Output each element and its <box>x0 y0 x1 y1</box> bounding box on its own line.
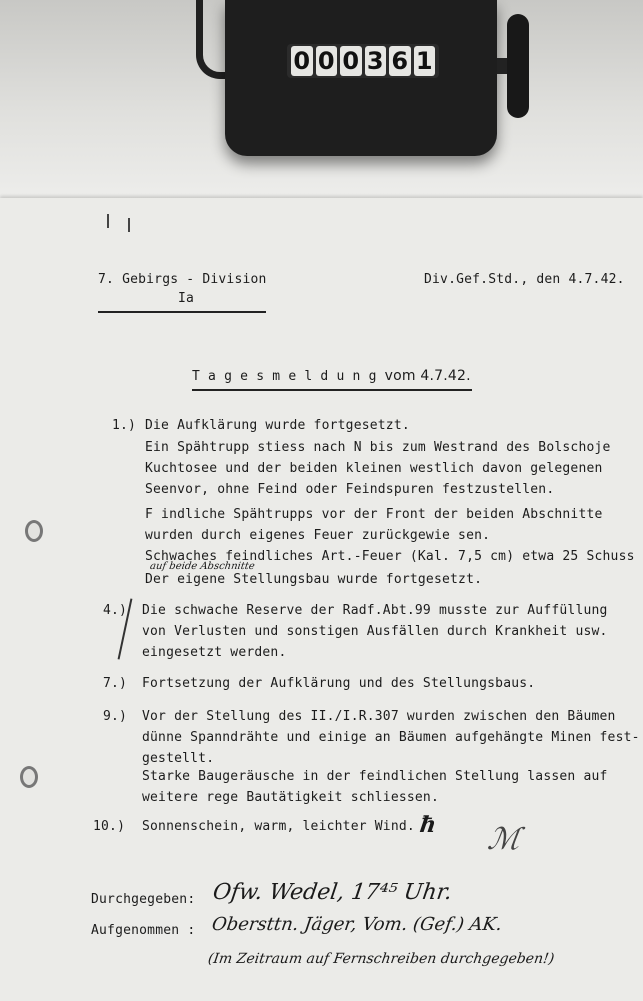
page-counter-device <box>225 0 497 156</box>
counter-digit: 6 <box>389 46 411 76</box>
sent-value: Ofw. Wedel, 17⁴⁵ Uhr. <box>211 880 454 905</box>
report-title-date: vom 4.7.42. <box>384 368 471 384</box>
item-line: gestellt. <box>142 751 215 766</box>
item-line: Fortsetzung der Aufklärung und des Stellungsbaus. <box>142 676 536 691</box>
handwritten-initial: ħ <box>418 812 438 838</box>
item-number: 10.) <box>93 819 126 834</box>
punch-hole <box>20 766 38 788</box>
counter-digit: 0 <box>316 46 338 76</box>
item-number: 4.) <box>103 603 128 618</box>
section-code: Ia <box>178 291 195 306</box>
counter-display <box>287 44 439 78</box>
counter-digit: 0 <box>291 46 313 76</box>
item-line: weitere rege Bautätigkeit schliessen. <box>142 790 439 805</box>
item-line: wurden durch eigenes Feuer zurückgewie sen. <box>145 528 491 543</box>
report-title-spaced: T a g e s m e l d u n g <box>192 369 377 384</box>
item-line: F indliche Spähtrupps vor der Front der beiden Abschnitte <box>145 507 603 522</box>
item-line: Sonnenschein, warm, leichter Wind. <box>142 819 415 834</box>
received-value: Obersttn. Jäger, Vom. (Gef.) AK. <box>210 914 504 935</box>
title-underline <box>192 389 472 391</box>
item-line: Der eigene Stellungsbau wurde fortgesetzt. <box>145 572 483 587</box>
item-line: Vor der Stellung des II./I.R.307 wurden zwischen den Bäumen <box>142 709 616 724</box>
report-title <box>192 368 471 384</box>
punch-hole <box>25 520 43 542</box>
sent-label: Durchgegeben: <box>91 892 196 907</box>
item-line: Kuchtosee und der beiden kleinen westlich davon gelegenen <box>145 461 603 476</box>
item-number: 9.) <box>103 709 128 724</box>
received-label: Aufgenommen : <box>91 923 196 938</box>
item-line: Starke Baugeräusche in der feindlichen Stellung lassen auf <box>142 769 608 784</box>
division-name: 7. Gebirgs - Division <box>98 272 267 287</box>
header-underline <box>98 311 266 313</box>
item-line: Die schwache Reserve der Radf.Abt.99 musste zur Auffüllung <box>142 603 608 618</box>
handwritten-note: (Im Zeitraum auf Fernschreiben durchgegeben!) <box>206 951 556 967</box>
counter-digit: 0 <box>340 46 362 76</box>
item-line: eingesetzt werden. <box>142 645 287 660</box>
signature-scribble: ℳ <box>485 822 523 857</box>
item-line: dünne Spanndrähte und einige an Bäumen aufgehängte Minen fest- <box>142 730 640 745</box>
item-line: Ein Spähtrupp stiess nach N bis zum Westrand des Bolschoje <box>145 440 611 455</box>
margin-mark <box>107 214 109 228</box>
margin-mark <box>128 218 130 232</box>
counter-knob <box>507 14 529 118</box>
item-line: von Verlusten und sonstigen Ausfällen durch Krankheit usw. <box>142 624 608 639</box>
item-line: Schwaches feindliches Art.-Feuer (Kal. 7,5 cm) etwa 25 Schuss <box>145 549 635 564</box>
handwritten-insert: auf beide Abschnitte <box>149 561 256 572</box>
item-number: 1.) <box>112 418 137 433</box>
item-line: Seenvor, ohne Feind oder Feindspuren festzustellen. <box>145 482 555 497</box>
location-date: Div.Gef.Std., den 4.7.42. <box>424 272 625 287</box>
counter-digit: 3 <box>365 46 387 76</box>
item-line: Die Aufklärung wurde fortgesetzt. <box>145 418 410 433</box>
counter-digit: 1 <box>414 46 436 76</box>
item-number: 7.) <box>103 676 128 691</box>
